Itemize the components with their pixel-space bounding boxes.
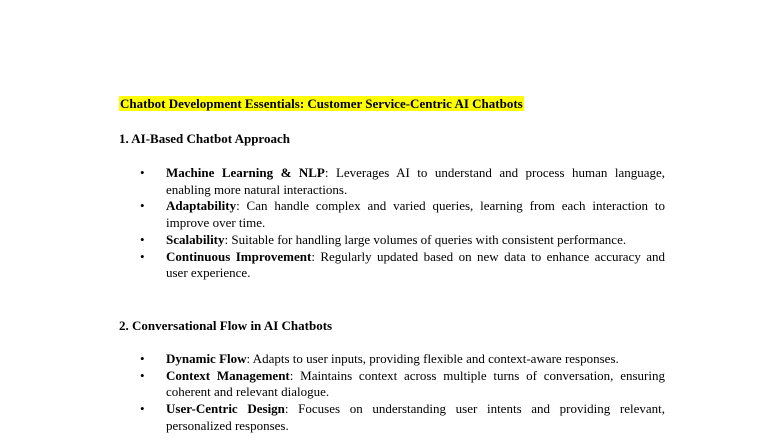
list-item-description: : Maintains context across multiple turns of conversation, ensuring coherent and relevant dialogue. xyxy=(166,367,665,400)
list-item-description: : Adapts to user inputs, providing flexible and context-aware responses. xyxy=(246,351,619,366)
list-item-description: : Focuses on understanding user intents and providing relevant, personalized responses. xyxy=(166,401,665,433)
section-heading-ai-approach: 1. AI-Based Chatbot Approach xyxy=(119,131,290,146)
list-item-text xyxy=(166,198,665,231)
bullet-icon: • xyxy=(140,367,145,383)
list-item-term: Adaptability xyxy=(166,198,237,214)
list-item-term: User-Centric Design xyxy=(166,401,285,417)
list-item-text xyxy=(166,249,665,282)
list-item xyxy=(0,198,665,231)
list-item-description: : Leverages AI to understand and process human language, enabling more natural interactions. xyxy=(166,165,666,197)
list-item xyxy=(0,401,665,434)
bullet-icon: • xyxy=(140,198,145,214)
title-highlight: Chatbot Development Essentials: Customer Service-Centric AI Chatbots xyxy=(120,96,523,111)
bullet-icon: • xyxy=(140,231,145,247)
list-item xyxy=(0,351,665,368)
list-item-text xyxy=(166,401,665,434)
bullet-icon: • xyxy=(140,351,145,366)
list-item xyxy=(0,368,665,401)
list-item-term: Machine Learning & NLP xyxy=(166,165,325,180)
section-heading-conversational-flow: 2. Conversational Flow in AI Chatbots xyxy=(119,318,333,333)
list-item-text xyxy=(166,368,665,401)
list-item-term: Continuous Improvement xyxy=(166,248,312,264)
bullet-list-ai-approach xyxy=(0,165,665,282)
list-item-text xyxy=(166,232,665,249)
list-item-description: : Regularly updated based on new data to enhance accuracy and user experience. xyxy=(166,248,666,281)
list-item xyxy=(0,249,665,282)
list-item xyxy=(0,165,665,198)
list-item-term: Scalability xyxy=(166,231,225,247)
bullet-icon: • xyxy=(140,165,145,180)
list-item-text xyxy=(166,351,665,368)
list-item-text xyxy=(166,165,665,198)
list-item-term: Context Management xyxy=(166,367,290,383)
bullet-icon: • xyxy=(140,248,145,264)
bullet-icon: • xyxy=(140,401,145,417)
list-item-term: Dynamic Flow xyxy=(166,351,247,366)
document-title xyxy=(119,95,524,112)
list-item-description: : Suitable for handling large volumes of queries with consistent performance. xyxy=(224,231,627,247)
list-item xyxy=(0,232,665,249)
list-item-description: : Can handle complex and varied queries, learning from each interaction to improve over time. xyxy=(166,198,665,231)
bullet-list-conversational-flow xyxy=(0,351,665,435)
